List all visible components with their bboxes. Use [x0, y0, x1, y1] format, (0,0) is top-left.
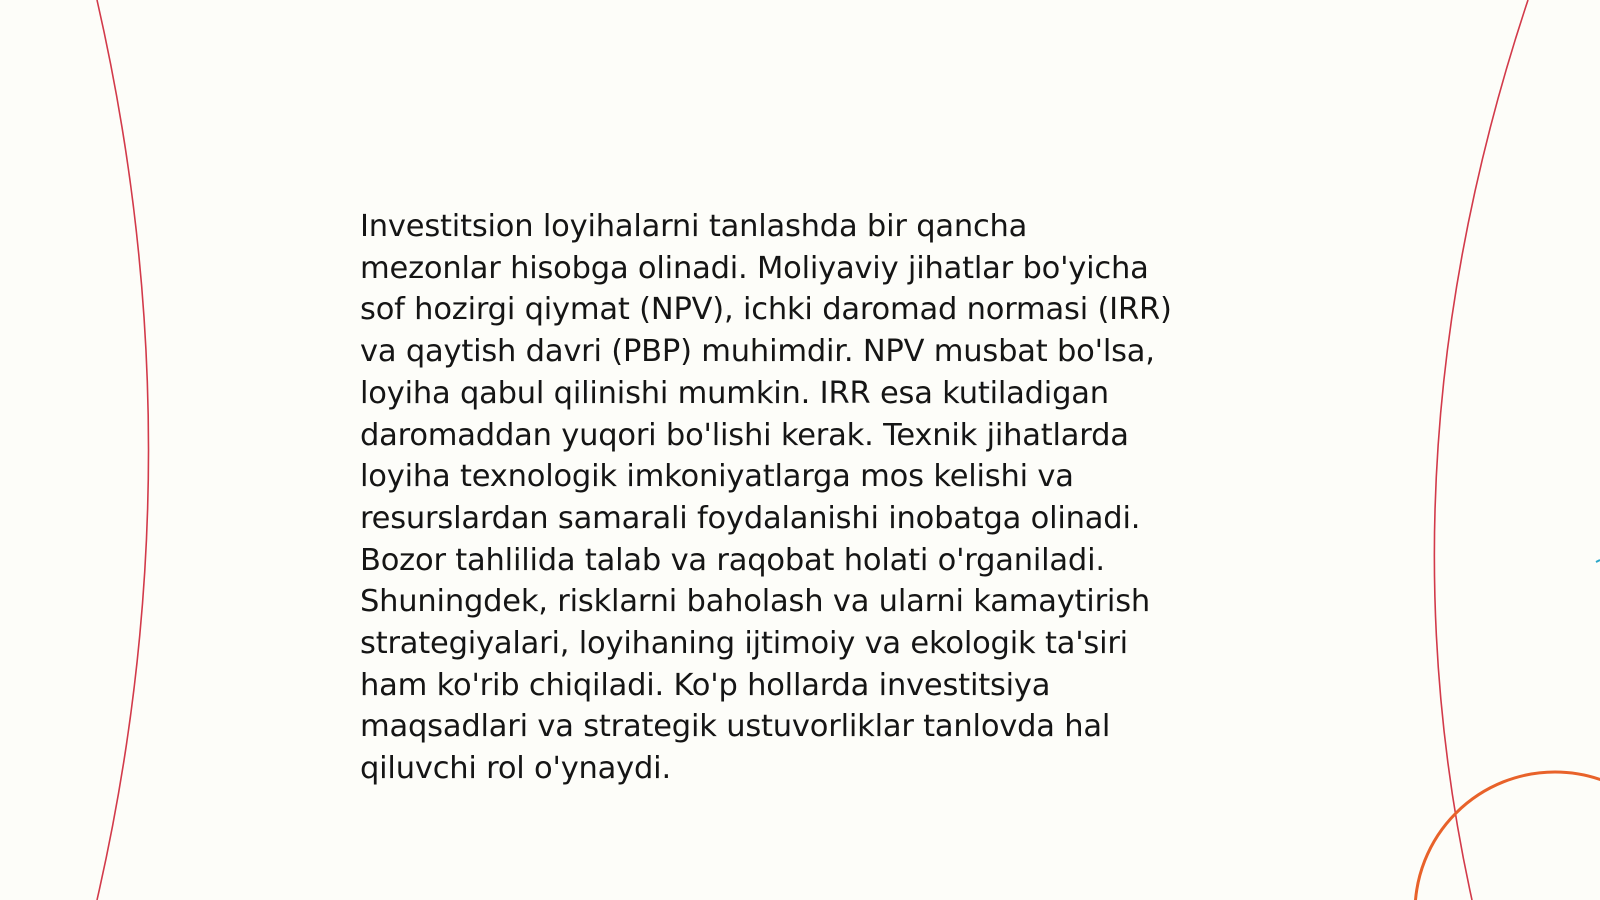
right-curve-line — [1434, 0, 1528, 900]
body-text-line: Investitsion loyihalarni tanlashda bir qancha — [360, 209, 1028, 244]
body-text-line: va qaytish davri (PBP) muhimdir. NPV musbat bo'lsa, — [360, 334, 1155, 370]
body-text-line: Bozor tahlilida talab va raqobat holati o'rganiladi. — [360, 542, 1105, 578]
body-text-line: mezonlar hisobga olinadi. Moliyaviy jihatlar bo'yicha — [360, 250, 1149, 286]
body-text-line: sof hozirgi qiymat (NPV), ichki daromad normasi (IRR) — [360, 292, 1172, 328]
body-text-line: qiluvchi rol o'ynaydi. — [360, 751, 671, 787]
body-text-line: resurslardan samarali foydalanishi inobatga olinadi. — [360, 500, 1141, 536]
body-text — [360, 206, 1240, 790]
body-text-line: maqsadlari va strategik ustuvorliklar tanlovda hal — [360, 709, 1111, 745]
body-text-line: ham ko'rib chiqiladi. Ko'p hollarda investitsiya — [360, 667, 1051, 703]
teal-accent-mark — [1596, 560, 1600, 562]
body-text-line: Shuningdek, risklarni baholash va ularni kamaytirish — [360, 584, 1151, 620]
body-text-line: loyiha texnologik imkoniyatlarga mos kelishi va — [360, 459, 1074, 495]
left-curve-line — [97, 0, 149, 900]
orange-arc-circle — [1415, 772, 1600, 900]
body-text-line: daromaddan yuqori bo'lishi kerak. Texnik jihatlarda — [360, 417, 1129, 453]
body-text-line: strategiyalari, loyihaning ijtimoiy va ekologik ta'siri — [360, 626, 1128, 662]
body-text-line: loyiha qabul qilinishi mumkin. IRR esa kutiladigan — [360, 375, 1109, 411]
